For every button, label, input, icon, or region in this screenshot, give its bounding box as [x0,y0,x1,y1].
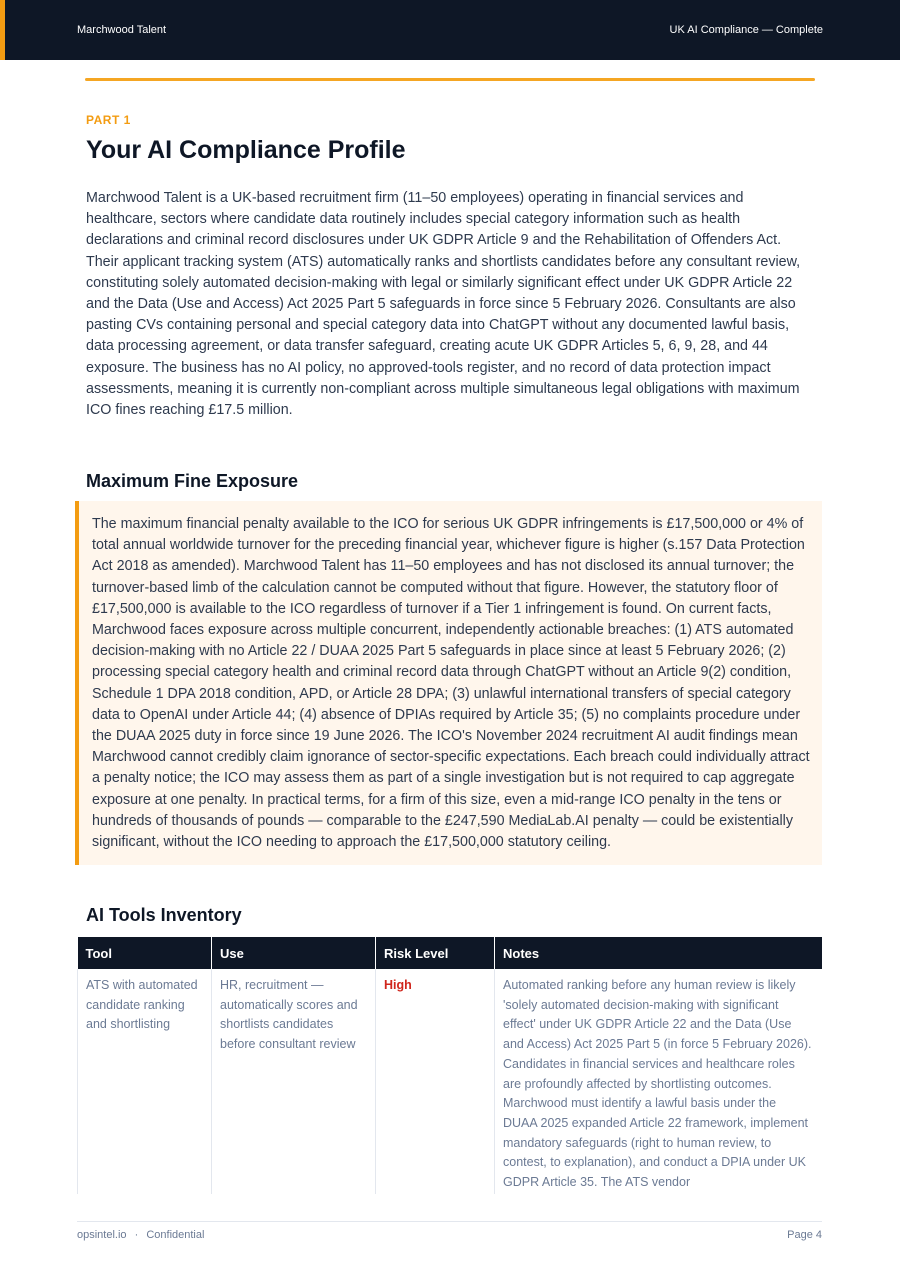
footer-left [77,1229,204,1241]
page-title: Your AI Compliance Profile [86,136,406,164]
footer-site: opsintel.io [77,1229,127,1241]
tools-inventory-heading: AI Tools Inventory [86,905,242,925]
risk-level-badge: High [384,978,412,992]
cell-tool: ATS with automated candidate ranking and shortlisting [78,969,212,1194]
page-number: Page 4 [787,1229,822,1241]
column-header-use: Use [212,937,376,969]
footer-divider [77,1221,822,1222]
table-header-row [78,937,823,969]
fine-exposure-text: The maximum financial penalty available to the ICO for serious UK GDPR infringements is £17,500,000 or 4% of total annual worldwide turnover for the preceding financial year, whichever figure is higher (s.157 Data Protection Act 2018 as amended). Marchwood Talent has 11–50 employees and has not disclosed its annual turnover; the turnover-based limb of the calculation cannot be computed without that figure. However, the statutory floor of £17,500,000 is available to the ICO regardless of turnover if a Tier 1 infringement is found. On current facts, Marchwood faces exposure across multiple concurrent, independently actionable breaches: (1) ATS automated decision-making with no Article 22 / DUAA 2025 Part 5 safeguards in place since at least 5 February 2026; (2) processing special category health and criminal record data through ChatGPT without an Article 9(2) condition, Schedule 1 DPA 2018 condition, APD, or Article 28 DPA; (3) unlawful international transfers of special category data to OpenAI under Article 44; (4) absence of DPIAs required by Article 35; (5) no complaints procedure under the DUAA 2025 duty in force since 19 June 2026. The ICO's November 2024 recruitment AI audit findings mean Marchwood cannot credibly claim ignorance of sector-specific expectations. Each breach could individually attract a penalty notice; the ICO may assess them as part of a single investigation but is not required to cap aggregate exposure at one penalty. In practical terms, for a firm of this size, even a mid-range ICO penalty in the tens or hundreds of thousands of pounds — comparable to the £247,590 MediaLab.AI penalty — could be existentially significant, without the ICO needing to approach the £17,500,000 statutory ceiling. [92,516,810,851]
fine-exposure-heading: Maximum Fine Exposure [86,471,299,491]
fine-exposure-callout [75,501,822,865]
header-bar [0,0,900,60]
accent-divider [85,78,815,81]
table-row [78,969,823,1194]
intro-paragraph: Marchwood Talent is a UK-based recruitment firm (11–50 employees) operating in financial services and healthcare, sectors where candidate data routinely includes special category information such as health declarations and criminal record disclosures under UK GDPR Article 9 and the Rehabilitation of Offenders Act. Their applicant tracking system (ATS) automatically ranks and shortlists candidates before any consultant review, constituting solely automated decision-making with legal or similarly significant effect under UK GDPR Article 22 and the Data (Use and Access) Act 2025 Part 5 safeguards in force since 5 February 2026. Consultants are also pasting CVs containing personal and special category data into ChatGPT without any documented lawful basis, data processing agreement, or data transfer safeguard, creating acute UK GDPR Articles 5, 6, 9, 28, and 44 exposure. The business has no AI policy, no approved-tools register, and no record of data protection impact assessments, meaning it is currently non-compliant across multiple simultaneous legal obligations with maximum ICO fines reaching £17.5 million. [86,190,801,419]
column-header-notes: Notes [495,937,823,969]
tools-table [77,937,822,1194]
report-status: UK AI Compliance — Complete [669,24,823,36]
footer-separator: · [134,1229,139,1241]
cell-risk [376,969,495,1194]
part-label: PART 1 [86,113,131,127]
cell-notes: Automated ranking before any human review is likely 'solely automated decision-making with significant effect' under UK GDPR Article 22 and the Data (Use and Access) Act 2025 Part 5 (in force 5 February 2026). Candidates in financial services and healthcare roles are profoundly affected by shortlisting outcomes. Marchwood must identify a lawful basis under the DUAA 2025 expanded Article 22 framework, implement mandatory safeguards (right to human review, to contest, to explanation), and conduct a DPIA under UK GDPR Article 35. The ATS vendor [495,969,823,1194]
tools-table-container [77,937,822,1195]
cell-use: HR, recruitment — automatically scores and shortlists candidates before consultant review [212,969,376,1194]
column-header-risk: Risk Level [376,937,495,969]
column-header-tool: Tool [78,937,212,969]
company-name: Marchwood Talent [77,24,167,36]
footer-confidential: Confidential [146,1229,205,1241]
